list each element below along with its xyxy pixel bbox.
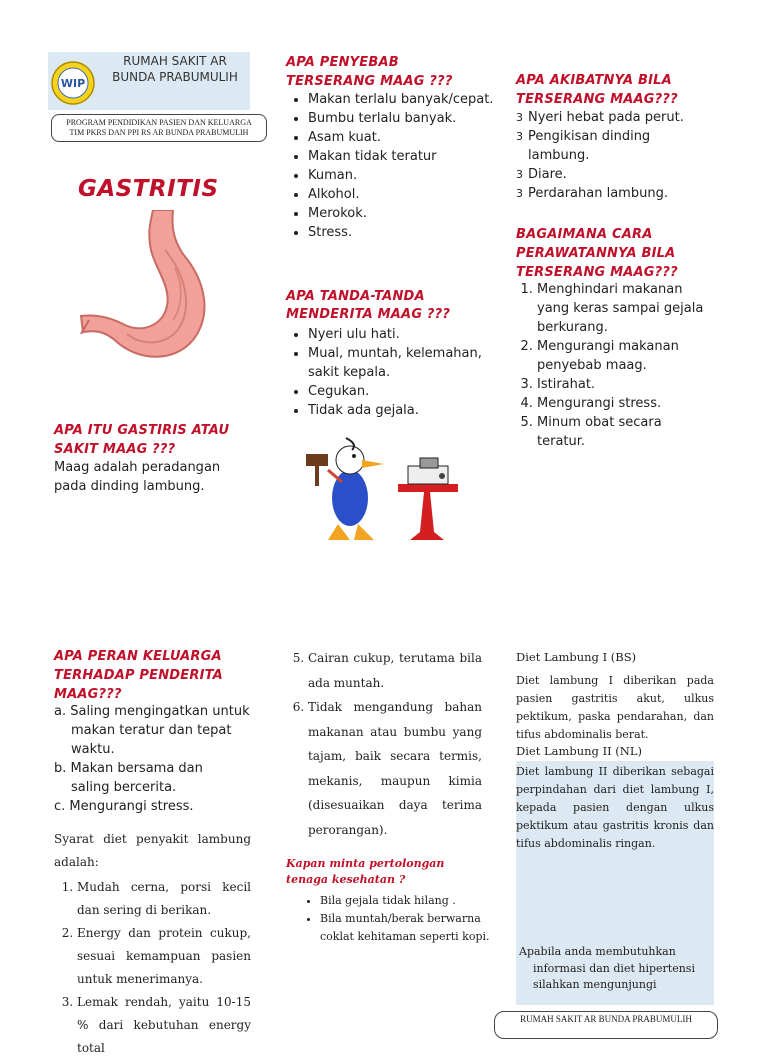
list-item-text: Diare.	[528, 167, 567, 182]
list-item: • Cegukan.	[308, 382, 508, 401]
list-item: 2. Energy dan protein cukup, sesuai kemampuan pasien untuk menerimanya.	[77, 922, 251, 991]
causes-heading: APA PENYEBAB TERSERANG MAAG ???	[286, 55, 453, 89]
program-box	[51, 114, 267, 142]
list-item: 1. Mudah cerna, porsi kecil dan sering di berikan.	[77, 876, 251, 922]
diet-1-text: Diet lambung I diberikan pada pasien gastritis akut, ulkus pektikum, paska pendarahan, dan tifus abdominalis berat.	[516, 674, 714, 741]
diet-requirements-list-cont	[286, 646, 482, 842]
family-heading: APA PERAN KELUARGA TERHADAP PENDERITA MAAG???	[54, 649, 223, 702]
list-item: • Kuman.	[308, 166, 498, 185]
footer-box-text: RUMAH SAKIT AR BUNDA PRABUMULIH	[520, 1014, 692, 1024]
symptoms-heading: APA TANDA-TANDA MENDERITA MAAG ???	[286, 289, 451, 322]
list-item: • Makan tidak teratur	[308, 147, 498, 166]
program-line2: TIM PKRS DAN PPI RS AR BUNDA PRABUMULIH	[69, 128, 249, 137]
list-item: • Nyeri ulu hati.	[308, 325, 508, 344]
diet-2-title: Diet Lambung II (NL)	[516, 744, 642, 758]
list-marker: 3	[516, 187, 523, 200]
list-item-text: Nyeri hebat pada perut.	[528, 110, 684, 125]
list-item	[516, 127, 706, 165]
closing-note: Apabila anda membutuhkan informasi dan diet hipertensi silahkan mengunjungi	[519, 945, 695, 991]
list-item: 5. Cairan cukup, terutama bila ada muntah.	[308, 646, 482, 695]
causes-list	[286, 90, 498, 242]
logo-text: WIP	[60, 77, 86, 90]
list-item: c. Mengurangi stress.	[54, 799, 194, 814]
list-item	[516, 165, 706, 184]
list-item: • Makan terlalu banyak/cepat.	[308, 90, 498, 109]
list-item: • Tidak ada gejala.	[308, 401, 508, 420]
program-line1: PROGRAM PENDIDIKAN PASIEN DAN KELUARGA	[66, 118, 252, 127]
hospital-logo	[50, 60, 96, 106]
diet-intro: Syarat diet penyakit lambung adalah:	[54, 832, 251, 869]
list-item: 3. Lemak rendah, yaitu 10-15 % dari kebutuhan energy total	[77, 991, 251, 1060]
what-is-text: Maag adalah peradangan pada dinding lambung.	[54, 460, 221, 494]
diet-2-text: Diet lambung II diberikan sebagai perpindahan dari diet lambung I, kepada pasien dengan ulkus pektikum atau gastritis kronis dan tifus abdominalis ringan.	[516, 765, 714, 850]
list-item: • Merokok.	[308, 204, 498, 223]
list-item: • Bila muntah/berak berwarna coklat kehitaman seperti kopi.	[320, 910, 505, 946]
list-item: • Stress.	[308, 223, 498, 242]
effects-list	[516, 108, 706, 203]
list-marker: 3	[516, 111, 523, 124]
list-item: • Bumbu terlalu banyak.	[308, 109, 498, 128]
hospital-name-line2: BUNDA PRABUMULIH	[112, 70, 238, 84]
family-list	[54, 702, 254, 816]
list-item: b. Makan bersama dan saling bercerita.	[54, 761, 203, 795]
care-heading: BAGAIMANA CARA PERAWATANNYA BILA TERSERANG MAAG???	[516, 227, 678, 280]
list-item: • Bila gejala tidak hilang .	[320, 892, 505, 910]
list-item: • Mual, muntah, kelemahan, sakit kepala.	[308, 344, 508, 382]
list-item: 6. Tidak mengandung bahan makanan atau bumbu yang tajam, baik secara termis, mekanis, maupun kimia (disesuaikan daya terima perorangan).	[308, 695, 482, 842]
list-item: 1. Menghindari makanan yang keras sampai gejala berkurang.	[537, 280, 712, 337]
stomach-illustration	[75, 210, 235, 370]
symptoms-list	[286, 325, 508, 420]
list-item: • Asam kuat.	[308, 128, 498, 147]
diet-requirements-list	[54, 876, 251, 1060]
page-title: GASTRITIS	[78, 176, 219, 202]
list-item: 4. Mengurangi stress.	[537, 394, 712, 413]
list-marker: 3	[516, 168, 523, 181]
hospital-name-line1: RUMAH SAKIT AR	[123, 54, 227, 68]
help-list	[298, 892, 505, 946]
list-item: 3. Istirahat.	[537, 375, 712, 394]
help-heading: Kapan minta pertolongan tenaga kesehatan ?	[286, 857, 445, 886]
effects-heading: APA AKIBATNYA BILA TERSERANG MAAG???	[516, 73, 678, 107]
cartoon-illustration	[298, 436, 464, 544]
diet-1-title: Diet Lambung I (BS)	[516, 650, 637, 664]
care-list	[516, 280, 712, 451]
what-is-heading: APA ITU GASTIRIS ATAU SAKIT MAAG ???	[54, 423, 230, 457]
list-item: 2. Mengurangi makanan penyebab maag.	[537, 337, 712, 375]
hospital-name	[100, 53, 250, 85]
list-item-text: Perdarahan lambung.	[528, 186, 668, 201]
list-item-text: Pengikisan dinding lambung.	[528, 129, 651, 163]
list-item	[516, 184, 706, 203]
footer-box	[494, 1011, 718, 1039]
list-item: 5. Minum obat secara teratur.	[537, 413, 712, 451]
list-item	[516, 108, 706, 127]
list-item: • Alkohol.	[308, 185, 498, 204]
list-item: a. Saling mengingatkan untuk makan teratur dan tepat waktu.	[54, 704, 250, 757]
list-marker: 3	[516, 130, 523, 143]
